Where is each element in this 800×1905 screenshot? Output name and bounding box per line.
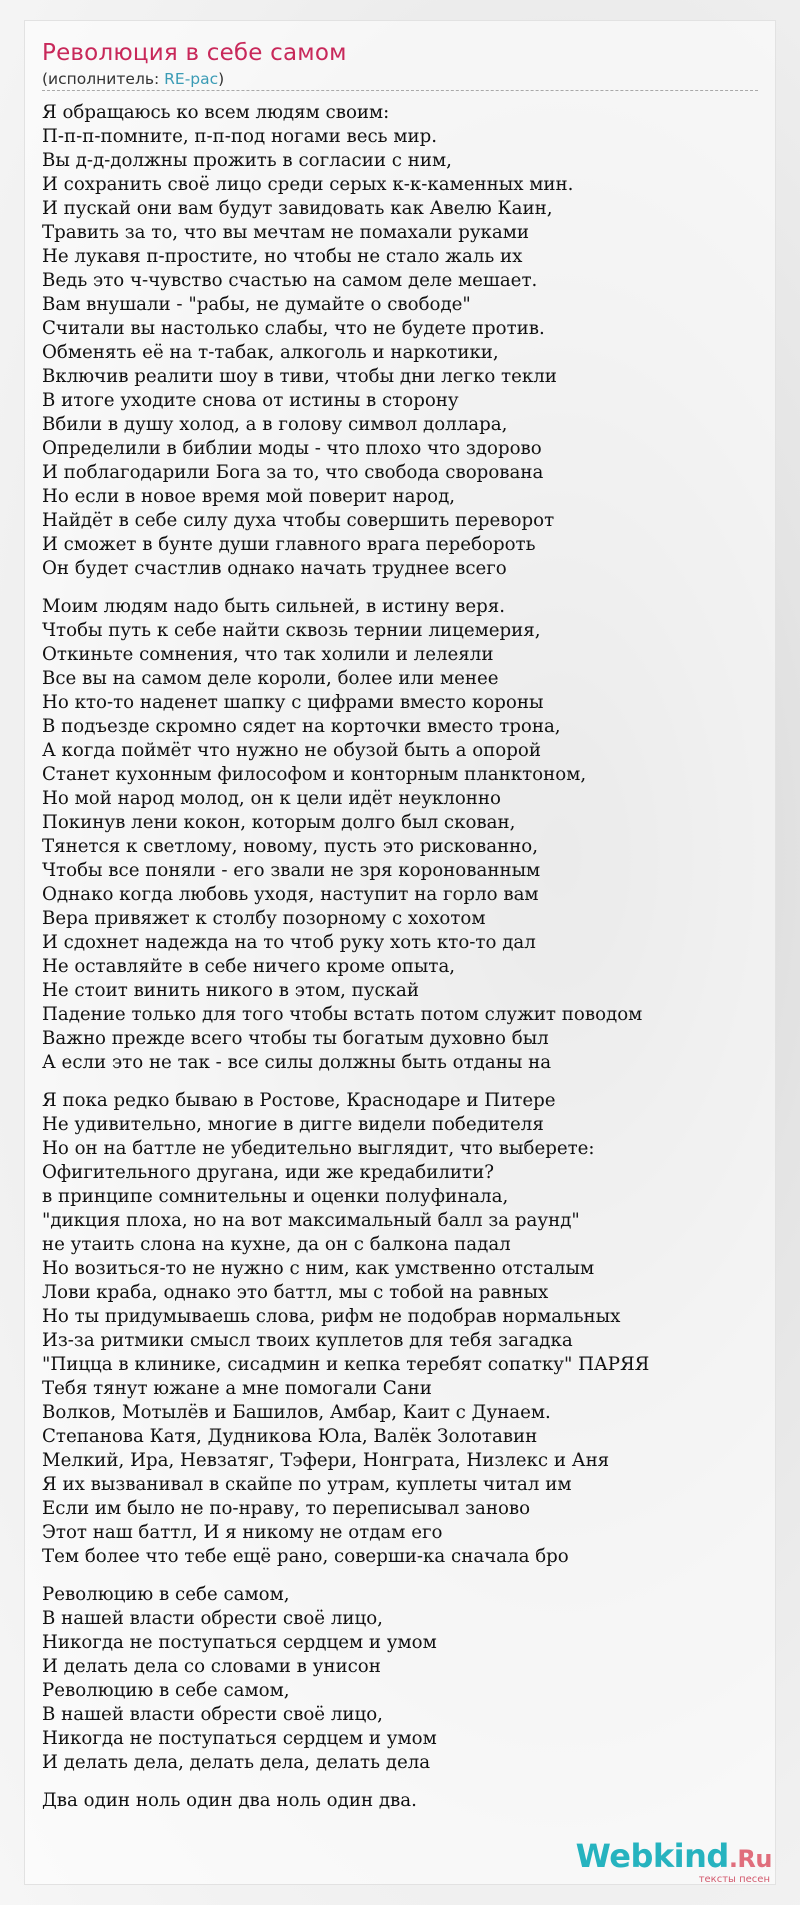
lyric-line: Вбили в душу холод, а в голову символ доллара, xyxy=(42,414,508,435)
lyric-line: Но мой народ молод, он к цели идёт неуклонно xyxy=(42,788,501,809)
lyric-line: Из-за ритмики смысл твоих куплетов для тебя загадка xyxy=(42,1330,573,1351)
lyric-line: Считали вы настолько слабы, что не будете против. xyxy=(42,318,545,339)
lyric-line: Чтобы все поняли - его звали не зря коронованным xyxy=(42,860,541,881)
logo-brand xyxy=(576,1839,772,1876)
artist-suffix: ) xyxy=(218,70,225,88)
lyric-line: Волков, Мотылёв и Башилов, Амбар, Каит с Дунаем. xyxy=(42,1402,551,1423)
lyrics-stanza xyxy=(42,1089,762,1569)
logo-brand-tld: .Ru xyxy=(728,1845,772,1873)
lyric-line: Тем более что тебе ещё рано, соверши-ка сначала бро xyxy=(42,1546,569,1567)
lyric-line: Революцию в себе самом, xyxy=(42,1680,290,1701)
lyric-line: Не оставляйте в себе ничего кроме опыта, xyxy=(42,956,456,977)
lyric-line: Откиньте сомнения, что так холили и лелеяли xyxy=(42,644,494,665)
lyric-line: Вы д-д-должны прожить в согласии с ним, xyxy=(42,150,452,171)
lyric-line: Если им было не по-нраву, то переписывал заново xyxy=(42,1498,531,1519)
lyric-line: Важно прежде всего чтобы ты богатым духовно был xyxy=(42,1028,549,1049)
artist-prefix: (исполнитель: xyxy=(42,70,165,88)
artist-link[interactable]: RE-pac xyxy=(164,70,219,88)
lyric-line: Покинув лени кокон, которым долго был скован, xyxy=(42,812,516,833)
lyrics-stanza xyxy=(42,595,762,1075)
lyric-line: Никогда не поступаться сердцем и умом xyxy=(42,1632,437,1653)
lyric-line: Степанова Катя, Дудникова Юла, Валёк Золотавин xyxy=(42,1426,538,1447)
lyric-line: Этот наш баттл, И я никому не отдам его xyxy=(42,1522,443,1543)
lyrics-stanza xyxy=(42,1583,762,1775)
lyric-line: Но ты придумываешь слова, рифм не подобрав нормальных xyxy=(42,1306,621,1327)
lyric-line: Травить за то, что вы мечтам не помахали руками xyxy=(42,222,530,243)
lyric-line: Моим людям надо быть сильней, в истину веря. xyxy=(42,596,506,617)
lyric-line: П-п-п-помните, п-п-под ногами весь мир. xyxy=(42,126,438,147)
lyric-line: Станет кухонным философом и конторным планктоном, xyxy=(42,764,587,785)
logo-brand-name: Webkind xyxy=(575,1837,729,1875)
lyric-line: Найдёт в себе силу духа чтобы совершить переворот xyxy=(42,510,555,531)
lyric-line: И делать дела, делать дела, делать дела xyxy=(42,1752,431,1773)
lyric-line: И сохранить своё лицо среди серых к-к-каменных мин. xyxy=(42,174,574,195)
lyric-line: В итоге уходите снова от истины в сторону xyxy=(42,390,459,411)
lyric-line: Обменять её на т-табак, алкоголь и наркотики, xyxy=(42,342,499,363)
lyric-line: Тебя тянут южане а мне помогали Сани xyxy=(42,1378,432,1399)
lyric-line: в принципе сомнительны и оценки полуфинала, xyxy=(42,1186,509,1207)
lyric-line: Определили в библии моды - что плохо что здорово xyxy=(42,438,542,459)
lyric-line: Но если в новое время мой поверит народ, xyxy=(42,486,456,507)
lyrics-stanza xyxy=(42,101,762,581)
artist-line xyxy=(42,70,224,88)
lyric-line: Я обращаюсь ко всем людям своим: xyxy=(42,102,390,123)
lyric-line: Включив реалити шоу в тиви, чтобы дни легко текли xyxy=(42,366,557,387)
lyric-line: Он будет счастлив однако начать труднее всего xyxy=(42,558,507,579)
lyric-line: Однако когда любовь уходя, наступит на горло вам xyxy=(42,884,539,905)
lyric-line: Тянется к светлому, новому, пусть это рискованно, xyxy=(42,836,539,857)
title-divider xyxy=(42,90,758,91)
site-logo[interactable] xyxy=(576,1839,772,1885)
logo-tagline: тексты песен xyxy=(698,1874,770,1885)
lyric-line: И пускай они вам будут завидовать как Авелю Каин, xyxy=(42,198,553,219)
lyric-line: А когда поймёт что нужно не обузой быть а опорой xyxy=(42,740,541,761)
lyric-line: Но он на баттле не убедительно выглядит, что выберете: xyxy=(42,1138,595,1159)
lyric-line: не утаить слона на кухне, да он с балкона падал xyxy=(42,1234,511,1255)
lyric-line: И поблагодарили Бога за то, что свобода своpована xyxy=(42,462,544,483)
lyric-line: Чтобы путь к себе найти сквозь тернии лицемерия, xyxy=(42,620,541,641)
lyric-line: Не стоит винить никого в этом, пускай xyxy=(42,980,420,1001)
lyric-line: Я пока редко бываю в Ростове, Краснодаре и Питере xyxy=(42,1090,556,1111)
lyric-line: А если это не так - все силы должны быть отданы на xyxy=(42,1052,552,1073)
lyric-line: Но кто-то наденет шапку с цифрами вместо короны xyxy=(42,692,544,713)
lyric-line: И сможет в бунте души главного врага перебороть xyxy=(42,534,536,555)
lyrics-text xyxy=(42,101,762,1813)
lyric-line: Падение только для того чтобы встать потом служит поводом xyxy=(42,1004,643,1025)
lyric-line: Не лукавя п-простите, но чтобы не стало жаль их xyxy=(42,246,523,267)
lyric-line: Я их вызванивал в скайпе по утрам, куплеты читал им xyxy=(42,1474,572,1495)
lyric-line: "дикция плоха, но на вот максимальный балл за раунд" xyxy=(42,1210,580,1231)
song-title: Революция в себе самом xyxy=(42,40,347,66)
lyric-line: В нашей власти обрести своё лицо, xyxy=(42,1608,383,1629)
lyric-line: Революцию в себе самом, xyxy=(42,1584,290,1605)
lyric-line: Мелкий, Ира, Невзатяг, Тэфери, Нонграта, Низлекс и Аня xyxy=(42,1450,610,1471)
lyric-line: В нашей власти обрести своё лицо, xyxy=(42,1704,383,1725)
lyric-line: Никогда не поступаться сердцем и умом xyxy=(42,1728,437,1749)
lyric-line: Вам внушали - "рабы, не думайте о свободе" xyxy=(42,294,471,315)
lyric-line: "Пицца в клинике, сисадмин и кепка теребят сопатку" ПАРЯЯ xyxy=(42,1354,650,1375)
lyrics-stanza xyxy=(42,1789,762,1813)
lyric-line: Но возиться-то не нужно с ним, как умственно отсталым xyxy=(42,1258,595,1279)
lyric-line: Не удивительно, многие в дигге видели победителя xyxy=(42,1114,544,1135)
lyric-line: Офигительного другана, иди же кредабилити? xyxy=(42,1162,494,1183)
lyric-line: И сдохнет надежда на то чтоб руку хоть кто-то дал xyxy=(42,932,536,953)
lyric-line: В подъезде скромно сядет на корточки вместо трона, xyxy=(42,716,561,737)
lyric-line: Ведь это ч-чувство счастью на самом деле мешает. xyxy=(42,270,538,291)
lyric-line: Все вы на самом деле короли, более или менее xyxy=(42,668,499,689)
lyric-line: И делать дела со словами в унисон xyxy=(42,1656,381,1677)
lyric-line: Два один ноль один два ноль один два. xyxy=(42,1790,417,1811)
lyric-line: Вера привяжет к столбу позорному с хохотом xyxy=(42,908,486,929)
lyric-line: Лови краба, однако это баттл, мы с тобой на равных xyxy=(42,1282,549,1303)
